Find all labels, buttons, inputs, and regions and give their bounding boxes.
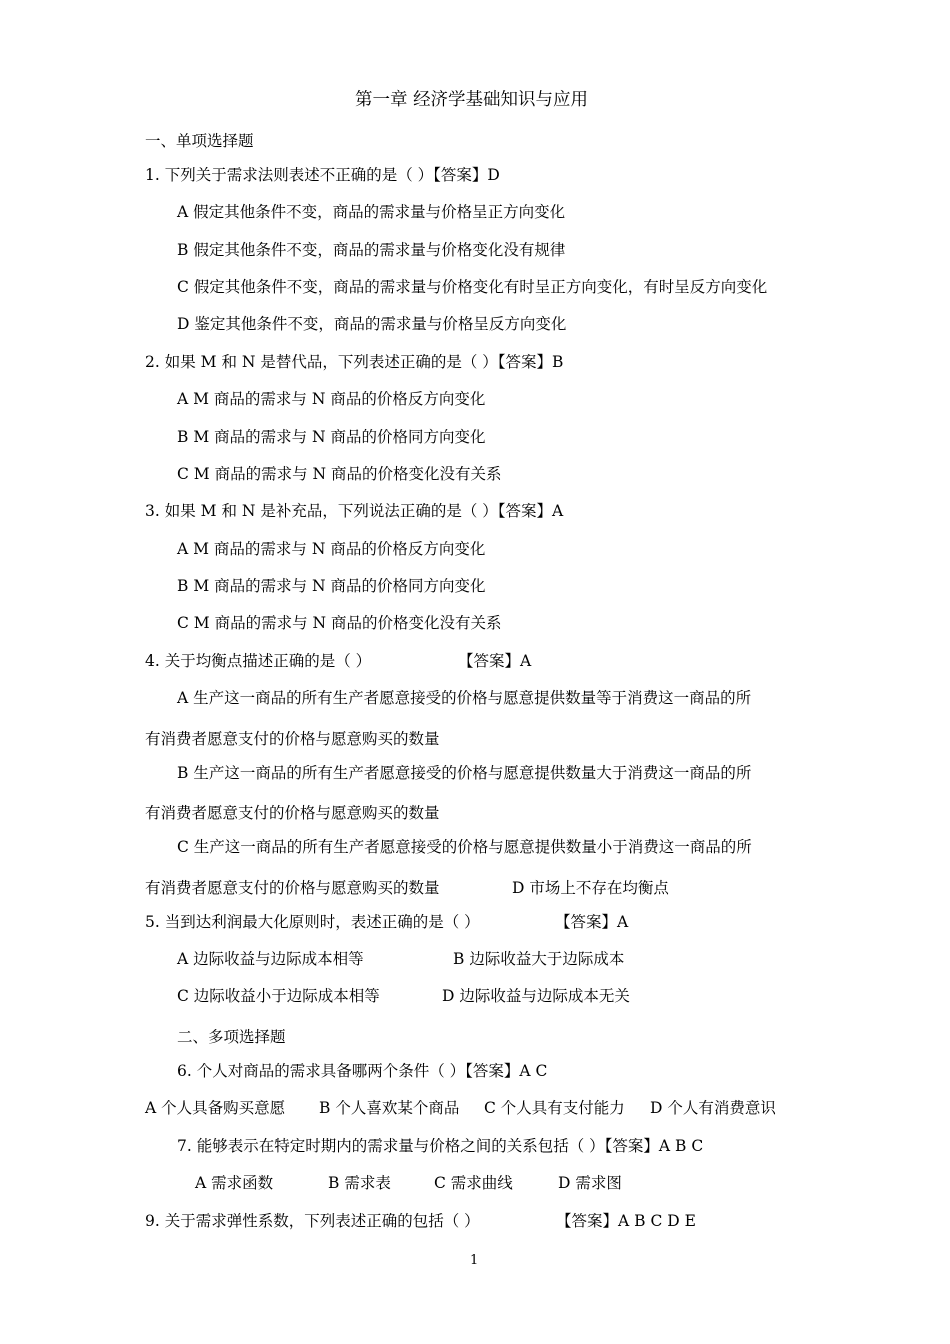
question-4-option-b-line2: 有消费者愿意支付的价格与愿意购买的数量 — [145, 804, 440, 822]
question-3-option-b: B M 商品的需求与 N 商品的价格同方向变化 — [177, 577, 486, 595]
page-number: 1 — [470, 1253, 479, 1268]
question-6-option-a: A 个人具备购买意愿 — [145, 1099, 286, 1117]
question-1-option-d: D 鉴定其他条件不变，商品的需求量与价格呈反方向变化 — [177, 315, 567, 333]
question-9-answer: 【答案】A B C D E — [556, 1212, 696, 1230]
question-1-stem: 1. 下列关于需求法则表述不正确的是（ ）【答案】D — [145, 166, 500, 184]
question-4-option-b-line1: B 生产这一商品的所有生产者愿意接受的价格与愿意提供数量大于消费这一商品的所 — [177, 764, 752, 782]
question-9-stem: 9. 关于需求弹性系数，下列表述正确的包括（ ） — [145, 1212, 480, 1230]
question-6-option-b: B 个人喜欢某个商品 — [319, 1099, 460, 1117]
question-4-option-c-line1: C 生产这一商品的所有生产者愿意接受的价格与愿意提供数量小于消费这一商品的所 — [177, 838, 752, 856]
question-6-option-d: D 个人有消费意识 — [650, 1099, 776, 1117]
question-4-stem: 4. 关于均衡点描述正确的是（ ） — [145, 652, 372, 670]
question-1-option-c: C 假定其他条件不变，商品的需求量与价格变化有时呈正方向变化，有时呈反方向变化 — [177, 278, 768, 296]
question-7-option-d: D 需求图 — [558, 1174, 622, 1192]
question-2-option-b: B M 商品的需求与 N 商品的价格同方向变化 — [177, 428, 486, 446]
question-6-stem: 6. 个人对商品的需求具备哪两个条件（ ）【答案】A C — [177, 1062, 548, 1080]
question-3-option-c: C M 商品的需求与 N 商品的价格变化没有关系 — [177, 614, 502, 632]
question-7-option-a: A 需求函数 — [195, 1174, 274, 1192]
question-2-option-a: A M 商品的需求与 N 商品的价格反方向变化 — [177, 390, 486, 408]
question-7-option-c: C 需求曲线 — [434, 1174, 513, 1192]
question-2-stem: 2. 如果 M 和 N 是替代品，下列表述正确的是（ ）【答案】B — [145, 353, 564, 371]
question-5-option-a: A 边际收益与边际成本相等 — [177, 950, 364, 968]
question-3-stem: 3. 如果 M 和 N 是补充品，下列说法正确的是（ ）【答案】A — [145, 502, 564, 520]
question-5-option-c: C 边际收益小于边际成本相等 — [177, 987, 380, 1005]
section-heading-multiple-choice: 二、多项选择题 — [177, 1028, 286, 1046]
question-5-option-d: D 边际收益与边际成本无关 — [442, 987, 630, 1005]
section-heading-single-choice: 一、单项选择题 — [145, 132, 254, 150]
question-1-option-b: B 假定其他条件不变，商品的需求量与价格变化没有规律 — [177, 241, 566, 259]
question-5-option-b: B 边际收益大于边际成本 — [453, 950, 625, 968]
question-4-answer: 【答案】A — [458, 652, 532, 670]
question-4-option-c-line2: 有消费者愿意支付的价格与愿意购买的数量 — [145, 879, 440, 897]
question-4-option-a-line2: 有消费者愿意支付的价格与愿意购买的数量 — [145, 730, 440, 748]
question-5-answer: 【答案】A — [555, 913, 629, 931]
question-7-option-b: B 需求表 — [328, 1174, 391, 1192]
question-7-stem: 7. 能够表示在特定时期内的需求量与价格之间的关系包括（ ）【答案】A B C — [177, 1137, 704, 1155]
question-1-option-a: A 假定其他条件不变，商品的需求量与价格呈正方向变化 — [177, 203, 566, 221]
question-2-option-c: C M 商品的需求与 N 商品的价格变化没有关系 — [177, 465, 502, 483]
chapter-title: 第一章 经济学基础知识与应用 — [355, 90, 589, 110]
question-5-stem: 5. 当到达利润最大化原则时，表述正确的是（ ） — [145, 913, 480, 931]
question-4-option-d: D 市场上不存在均衡点 — [512, 879, 669, 897]
question-6-option-c: C 个人具有支付能力 — [484, 1099, 625, 1117]
question-4-option-a-line1: A 生产这一商品的所有生产者愿意接受的价格与愿意提供数量等于消费这一商品的所 — [177, 689, 752, 707]
question-3-option-a: A M 商品的需求与 N 商品的价格反方向变化 — [177, 540, 486, 558]
